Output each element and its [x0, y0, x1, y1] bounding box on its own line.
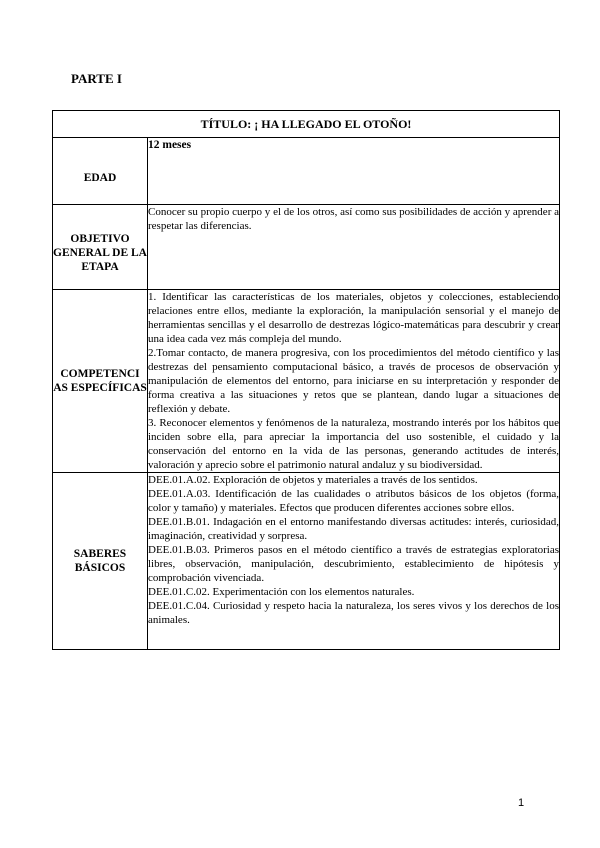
competencias-list — [148, 290, 560, 473]
objetivo-label: OBJETIVO GENERAL DE LA ETAPA — [53, 205, 148, 290]
saber-item: DEE.01.A.03. Identificación de las cualidades o atributos básicos de los objetos (forma, color y tamaño) y materiales. Efectos que producen diferentes acciones sobre ellos. — [148, 488, 560, 514]
competencia-item: 2.Tomar contacto, de manera progresiva, con los procedimientos del método científico y las destrezas del pensamiento computacional básico, a través de procesos de observación y manipulación de elementos del entorno, para iniciarse en su interpretación y responder de forma creativa a las situaciones y retos que se plantean, dando lugar a situaciones de reflexión y debate. — [148, 347, 560, 415]
saberes-label: SABERES BÁSICOS — [53, 473, 148, 650]
unit-title: TÍTULO: ¡ HA LLEGADO EL OTOÑO! — [53, 111, 560, 138]
competencias-label: COMPETENCI AS ESPECÍFICAS — [53, 290, 148, 473]
saber-item: DEE.01.C.04. Curiosidad y respeto hacia la naturaleza, los seres vivos y los derechos de los animales. — [148, 600, 560, 626]
saberes-list — [148, 473, 560, 650]
unit-table — [52, 110, 560, 650]
saberes-row — [53, 473, 560, 650]
edad-label: EDAD — [53, 138, 148, 205]
saber-item: DEE.01.A.02. Exploración de objetos y materiales a través de los sentidos. — [148, 474, 478, 486]
page-number: 1 — [518, 797, 525, 809]
title-row — [53, 111, 560, 138]
edad-row — [53, 138, 560, 205]
saber-item: DEE.01.B.01. Indagación en el entorno manifestando diversas actitudes: interés, curiosidad, imaginación, creatividad y sorpresa. — [148, 516, 560, 542]
competencia-item: 3. Reconocer elementos y fenómenos de la naturaleza, mostrando interés por los hábitos que inciden sobre ella, para apreciar la importancia del uso sostenible, el cuidado y la conservación del entorno en la vida de las personas, generando actitudes de interés, valoración y aprecio sobre el patrimonio natural andaluz y su biodiversidad. — [148, 417, 560, 471]
edad-value: 12 meses — [148, 138, 560, 205]
part-heading: PARTE I — [71, 71, 122, 86]
objetivo-row — [53, 205, 560, 290]
saber-item: DEE.01.C.02. Experimentación con los elementos naturales. — [148, 586, 415, 598]
objetivo-text: Conocer su propio cuerpo y el de los otros, así como sus posibilidades de acción y aprender a respetar las diferencias. — [148, 205, 560, 290]
competencias-row — [53, 290, 560, 473]
saber-item: DEE.01.B.03. Primeros pasos en el método científico a través de estrategias exploratorias libres, observación, manipulación, descubrimiento, establecimiento de hipótesis y comprobación vivenciada. — [148, 544, 560, 584]
competencia-item: 1. Identificar las características de los materiales, objetos y colecciones, estableciendo relaciones entre ellos, mediante la exploración, la manipulación sensorial y el manejo de herramientas sencillas y el desarrollo de destrezas lógico-matemáticas para descubrir y crear una idea cada vez más compleja del mundo. — [148, 291, 560, 345]
